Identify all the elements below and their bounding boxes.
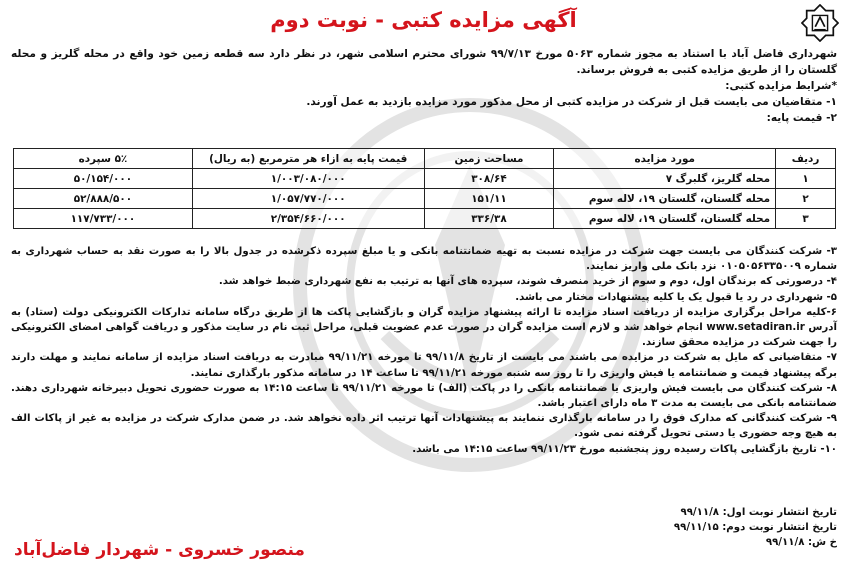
header-index: ردیف — [776, 149, 836, 169]
term-3: ۳- شرکت کنندگان می بایست جهت شرکت در مزایده نسبت به تهیه ضمانتنامه بانکی و یا مبلغ سپرده ذکرشده در جدول بالا را به صورت نقد به حساب شهرداری به شماره ۰۱۰۵۰۵۶۳۳۵۰۰۹ نزد بانک ملی واریز نمایند. — [11, 246, 837, 273]
cell-area: ۱۵۱/۱۱ — [424, 189, 554, 209]
cell-index: ۱ — [776, 169, 836, 189]
cell-deposit: ۵۲/۸۸۸/۵۰۰ — [14, 189, 193, 209]
base-price-table — [13, 148, 836, 229]
term-9: ۹- شرکت کنندگانی که مدارک فوق را در سامانه بارگذاری ننمایند به پیشنهادات آنها ترتیب اثر داده نخواهد شد. در ضمن مدارک شرکت در مزایده به غیر از پاکات الف به هیچ وجه حضوری یا دستی تحویل گرفته نمی شود. — [11, 413, 837, 440]
cell-deposit: ۱۱۷/۷۳۳/۰۰۰ — [14, 209, 193, 229]
term-7: ۷- متقاضیانی که مایل به شرکت در مزایده می باشند می بایست از تاریخ ۹۹/۱۱/۸ تا مورخه ۹۹/۱۱/۲۱ مبادرت به دریافت اسناد مزایده از سامانه نمایند و مهلت دارند برگه پیشنهاد قیمت و ضمانتنامه یا فیش واریزی را تا روز سه شنبه مورخه ۹۹/۱۱/۲۱ تا ساعت ۱۴ در سامانه مذکور بارگذاری نمایند. — [11, 352, 837, 379]
first-publication-date: تاریخ انتشار نوبت اول: ۹۹/۱۱/۸ — [680, 507, 837, 518]
cell-area: ۳۳۶/۳۸ — [424, 209, 554, 229]
terms-section — [11, 244, 837, 457]
header-price: قیمت پایه به ازاء هر مترمربع (به ریال) — [192, 149, 424, 169]
cell-price: ۱/۰۵۷/۷۷۰/۰۰۰ — [192, 189, 424, 209]
header-deposit: ۵٪ سپرده — [14, 149, 193, 169]
intro-paragraph: شهرداری فاضل آباد با استناد به مجوز شماره ۵۰۶۳ مورخ ۹۹/۷/۱۳ شورای محترم اسلامی شهر، در نظر دارد سه قطعه زمین خود واقع در محله گلریز و محله گلستان را از طریق مزایده کتبی به فروش برساند. — [11, 48, 837, 76]
term-1: ۱- متقاضیان می بایست قبل از شرکت در مزایده کتبی از محل مذکور مورد مزایده بازدید به عمل آورند. — [306, 96, 837, 108]
cell-index: ۲ — [776, 189, 836, 209]
publication-dates — [674, 505, 837, 551]
cell-index: ۳ — [776, 209, 836, 229]
term-2: ۲- قیمت پایه: — [766, 112, 837, 124]
setad-website-link[interactable]: www.setadiran.ir — [706, 322, 805, 334]
term-6-text-a: ۶-کلیه مراحل برگزاری مزایده از دریافت اسناد مزایده تا ارائه پیشنهاد مزایده گران و بازگشایی پاکت ها از طریق درگاه سامانه تدارکات الکترونیکی دولت (ستاد) به آدرس — [11, 306, 838, 334]
mayor-signature: منصور خسروی - شهردار فاضل‌آباد — [14, 540, 305, 560]
intro-section — [11, 46, 837, 126]
term-6-text-b: انجام خواهد شد و لازم است مزایده گران در صورت عدم عضویت قبلی، مراحل ثبت نام در سایت مذکور و دریافت گواهی امضای الکترونیکی را جهت شرکت در مزایده محقق سازند. — [11, 322, 837, 349]
reference-code: خ ش: ۹۹/۱۱/۸ — [765, 537, 837, 549]
header-item: مورد مزایده — [554, 149, 776, 169]
term-4: ۴- درصورتی که برندگان اول، دوم و سوم از خرید منصرف شوند، سپرده های آنها به ترتیب به نفع شهرداری ضبط خواهد شد. — [218, 276, 837, 288]
term-10: ۱۰- تاریخ بازگشایی پاکات رسیده روز پنجشنبه مورخ ۹۹/۱۱/۲۳ ساعت ۱۴:۱۵ می باشد. — [412, 443, 837, 455]
term-8: ۸- شرکت کنندگان می بایست فیش واریزی یا ضمانتنامه بانکی را در پاکت (الف) تا مورخه ۹۹/۱۱/۲۱ تا ساعت ۱۴:۱۵ به صورت حضوری تحویل دبیرخانه شهرداری دهند. ضمانتنامه بانکی می بایست به مدت ۳ ماه دارای اعتبار باشد. — [11, 382, 837, 410]
term-5: ۵- شهرداری در رد یا قبول یک یا کلیه پیشنهادات مختار می باشد. — [515, 291, 837, 303]
table-row — [14, 169, 836, 189]
table-header-row — [14, 149, 836, 169]
cell-deposit: ۵۰/۱۵۴/۰۰۰ — [14, 169, 193, 189]
cell-price: ۱/۰۰۳/۰۸۰/۰۰۰ — [192, 169, 424, 189]
header-area: مساحت زمین — [424, 149, 554, 169]
cell-area: ۳۰۸/۶۴ — [424, 169, 554, 189]
table-row — [14, 189, 836, 209]
second-publication-date: تاریخ انتشار نوبت دوم: ۹۹/۱۱/۱۵ — [673, 522, 837, 534]
cell-item: محله گلستان، گلستان ۱۹، لاله سوم — [554, 189, 776, 209]
term-6 — [11, 305, 837, 351]
conditions-heading: *شرایط مزایده کتبی: — [725, 80, 837, 92]
cell-item: محله گلریز، گلبرگ ۷ — [554, 169, 776, 189]
page-title: آگهی مزایده کتبی - نوبت دوم — [270, 8, 577, 32]
cell-item: محله گلستان، گلستان ۱۹، لاله سوم — [554, 209, 776, 229]
table-row — [14, 209, 836, 229]
cell-price: ۲/۳۵۴/۶۶۰/۰۰۰ — [192, 209, 424, 229]
